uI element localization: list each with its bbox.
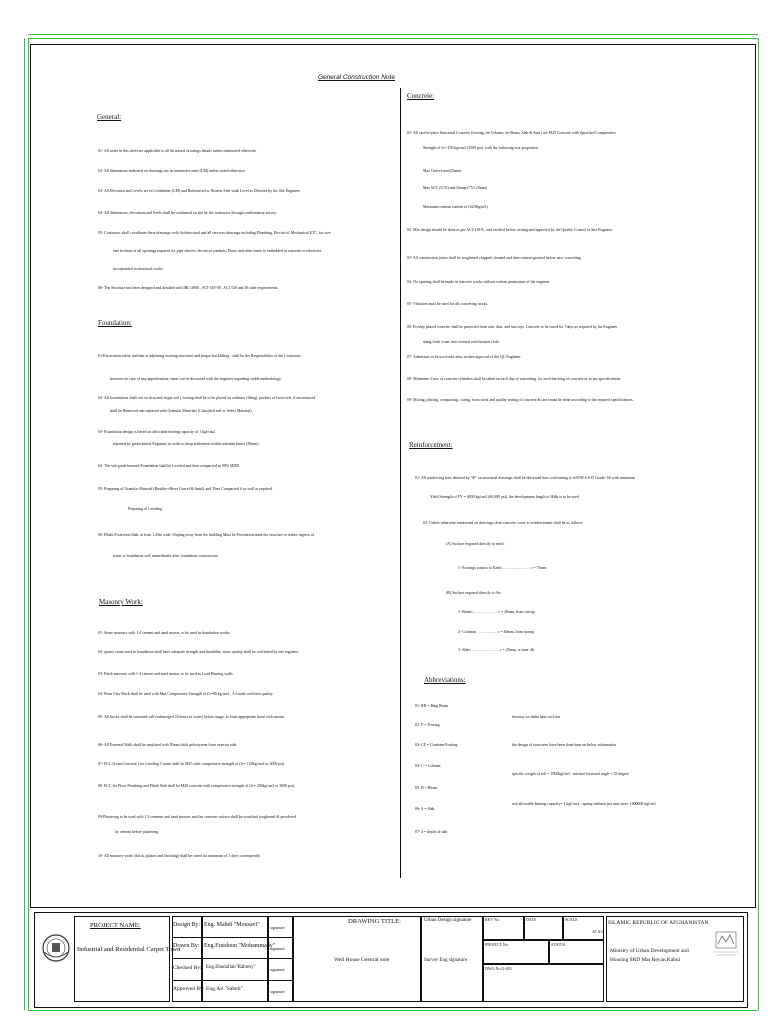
masonry-line-2: 02- quarry stone used in foundation shall have adequate strength and durability, stone quality shall be confirmed by site engineer. bbox=[98, 650, 300, 654]
abbr-note-1: because we didnt have soil test. bbox=[512, 715, 562, 719]
border-left-outer-green bbox=[24, 38, 25, 1010]
status-label: STATUS bbox=[551, 942, 566, 947]
concrete-line-8: 04- No opening shall be made in concrete works without written permission of the engineer. bbox=[407, 280, 551, 284]
foundation-line-9: Preparing of Leveling bbox=[128, 507, 163, 511]
reinforcement-line-7: 1- Beams ……………… c = 40mm, from stirrup bbox=[458, 610, 535, 614]
reinforcement-heading: Reinforcement: bbox=[409, 441, 453, 449]
survey-eng-signature: Survey Eng signature bbox=[424, 958, 468, 963]
abbr-note-4: soil allowable bearing capacity= 1 kgf/cm2 - spring stiffness per unit area= 1000000 kgf/m3 bbox=[512, 802, 656, 806]
concrete-line-2: Strength of fc= 250 kg/cm2 (3500 psi), with the following mix proportion : bbox=[423, 146, 541, 150]
checked-by-name: Eng.Ebadullah"Rahimy" bbox=[206, 965, 256, 970]
abbr-item-2: 02- F = Footing bbox=[415, 723, 440, 727]
masonry-line-11: 10- All masonry works (brick, plaster and finishing) shall be cured for minimum of 3 days consequently. bbox=[98, 854, 261, 858]
ministry-logo bbox=[712, 930, 740, 960]
masonry-line-9: 09-Plastering to be used with 1:3 cemente and sand mortars and the concrete surface shall be scratched roughened & powdered bbox=[98, 815, 296, 819]
masonry-line-1: 01- Stone masonry with 1:4 cement and sand mortar, to be used in foundation works. bbox=[98, 631, 231, 635]
concrete-line-12: 07- Admixture to be used only after written approval of the QC Engineer. bbox=[407, 355, 522, 359]
checked-by-signature: signature bbox=[270, 967, 285, 972]
main-title: General Construction Note bbox=[318, 74, 395, 81]
masonry-line-3: 03- Brick masonry with 1:4 cement and sand mortar, to be used as Load Bearing walls. bbox=[98, 672, 234, 676]
column-divider bbox=[400, 88, 401, 878]
concrete-line-11: using fresh water and covered with hessian cloth. bbox=[423, 340, 500, 344]
country-name: ISLAMIC REPUBLIC OF AFGHANISTAN bbox=[608, 920, 709, 926]
foundation-heading: Foundation: bbox=[98, 319, 132, 327]
border-top-outer-green bbox=[28, 34, 758, 35]
concrete-line-6: 02- Mix design should be done as per ACI-318-8 , and verified before casting and approved by the Quality Control or Site Engineer. bbox=[407, 228, 613, 232]
ministry-line-1: Ministry of Urban Development and bbox=[610, 948, 689, 954]
general-line-8: 06- The Structure has been designed and detailed with IBC-2006 , ACI-318-08 , ACI 530 and IS code requirements. bbox=[98, 286, 279, 290]
approved-by-signature: signature bbox=[270, 989, 285, 994]
drawn-by-signature: signature bbox=[270, 946, 285, 951]
concrete-line-10: 06- Freshly placed concrete shall be protected from rain, dust, and sun rays. Concrete to be cured for 7days as required by the Engineer bbox=[407, 325, 618, 329]
staff-row-divider-1 bbox=[172, 937, 293, 938]
abbreviations-heading: Abbreviations: bbox=[424, 676, 466, 684]
design-by-label: Design By: bbox=[173, 922, 201, 928]
masonry-line-10: by cement before plastering bbox=[115, 830, 159, 834]
general-line-6: and location of all openings required for pipe sleeves, electrical conduits, Ducts and other items to embedded in concrete or otherwise bbox=[113, 249, 322, 253]
foundation-line-6: reported by geotechnical Engineer, in order to keep settlement within tolerable limits (50mm). bbox=[113, 442, 260, 446]
general-line-7: incorporated in structural works. bbox=[113, 267, 164, 271]
abbr-item-7: 07- d = depth of slab bbox=[415, 830, 448, 834]
scale-label: SCALE bbox=[565, 917, 578, 922]
approved-by-name: Eng.Ali "Sabeti" bbox=[206, 986, 243, 992]
masonry-heading: Masonry Work: bbox=[99, 598, 143, 606]
reinforcement-line-3: 02- Unless otherwise mentioned on drawings clear concrete cover to reinforcement shall be as follows: bbox=[423, 521, 584, 525]
drawn-by-name: Eng.Fraidoon "Mohammady" bbox=[204, 943, 276, 949]
urban-design-signature: Urban Design signature bbox=[424, 918, 472, 923]
staff-row-divider-2 bbox=[172, 958, 293, 959]
reinforcement-line-1: 01- All reinforcing bars denoted by "Φ" on structural drawings shall be deformed bars conforming to ASTM A-615 Grade- 60 with minimum bbox=[415, 476, 635, 480]
general-line-5: 05- Contractor shall coordinate these drawings with Architectural and all services drawings including Plumbing, Electrical, Mechanical ETC. for size bbox=[98, 231, 331, 235]
scale-value: AT A3 bbox=[592, 929, 603, 934]
general-heading: General: bbox=[97, 113, 122, 121]
foundation-line-10: 06- Plinth Protection Slab, at least 1.20m wide ,Sloping away from the building Must be Provided around the structure to reduce ingress of bbox=[98, 533, 315, 537]
concrete-line-7: 03- All construction joints shall be roughened chipped, cleaned and then cement-grouted before new concreting. bbox=[407, 256, 582, 260]
project-name-label: PROJECT NAME: bbox=[90, 922, 141, 929]
foundation-line-8: 05- Preparing of Granular Material (Boulder+River Gravel & Sand), and Then Compacted if as well as required. bbox=[98, 487, 274, 491]
abbr-item-5: 05- B = Beam bbox=[415, 786, 437, 790]
reinforcement-line-6: (B) Surface exposed directly to Air: bbox=[446, 591, 502, 595]
masonry-line-7: 07- PCC (Lean Concrete ) for Leveling Course shall be M15 with compressive strength of (fc= 150kg/cm2 or 2000 psi). bbox=[98, 762, 286, 766]
general-line-4: 04- All dimensions, elevations and levels shall be confirmed on site by the contractor through confirmatory survey. bbox=[98, 211, 277, 215]
foundation-line-7: 04- The sub-grade beneath Foundation shall be Leveled and then compacted as 98% MDD. bbox=[98, 464, 241, 468]
foundation-line-2: however its case of any apprehension; same can be discussed with the engineer regarding viable methodology. bbox=[110, 377, 282, 381]
project-no-label: PROJECT No. bbox=[485, 942, 509, 947]
reinforcement-line-2: Yield Strength of FY = 4000 kg/cm2 (60,000 psi). the development length of 40db is to be used. bbox=[430, 495, 580, 499]
date-label: DATE bbox=[526, 917, 537, 922]
foundation-line-4: shall be Removed and replaced with Granular Materials (Classified soil or Select Material). bbox=[110, 409, 253, 413]
design-by-name: Eng. Mahdi "Mousavi" bbox=[204, 922, 260, 928]
reinforcement-line-4: (A) Surface exposed directly to earth: bbox=[446, 542, 505, 546]
abbr-item-6: 06- S = Slab bbox=[415, 807, 435, 811]
concrete-line-13: 08- Minimum 3 nos. of concrete cylinders shall be taken on each day of concreting. for each batching of concrete or as per specifications. bbox=[407, 377, 622, 381]
general-line-2: 02- All dimensions indicated on drawings are in centimeter units (CM) unless noted otherwise. bbox=[98, 169, 246, 173]
abbr-item-3: 03- CF = Combine Footing bbox=[415, 743, 458, 747]
approved-by-label: Approved By: bbox=[173, 986, 205, 992]
masonry-line-8: 08- PCC for Floor Finishing and Plinth Slab shall be M20 concrete with compressive strength of (fc= 200kg/cm2 or 3000 psi). bbox=[98, 784, 296, 788]
reinforcement-line-5: 1- Footings contact to Earth ………………… c = 75mm bbox=[458, 566, 547, 570]
foundation-line-3: 02- All foundations shall rest on firm and virgin soil ( footing shall be to be placed on ordinary filling), pockets of loose soil, if encountered bbox=[98, 396, 316, 400]
abbr-item-4: 04- C = Column bbox=[415, 764, 441, 768]
masonry-line-6: 06- All External Walls shall be insulated with 50mm thick polystyrene from exterior side. bbox=[98, 743, 238, 747]
foundation-line-1: 01-Excavation safety and that of adjoining existing structures and proper backfilling , shall be the Responsibility of the Contractor bbox=[98, 354, 301, 358]
abbr-note-3: specific weight of soil = 1800kgf/m3 - internal frictional angle = 35 degree bbox=[512, 772, 629, 776]
project-name: Industrial and Residential Carpet Town bbox=[77, 946, 181, 953]
concrete-line-14: 09- Mixing, placing, compacting, curing, form work and quality testing of concrete & steel must be done according to the required specifications. bbox=[407, 398, 634, 402]
staff-row-divider-3 bbox=[172, 980, 293, 981]
concrete-line-4: Max W/C (0.55) and Slump (75-125mm) bbox=[423, 186, 488, 190]
drawing-title: Well House Geenral note bbox=[334, 957, 390, 963]
abbr-note-2: the design of structures have been done base on below information. bbox=[512, 743, 617, 747]
concrete-line-5: Minimum cement content of (425Kg/m3). bbox=[423, 205, 489, 209]
foundation-line-11: water to foundation soil, immediately after foundation construction. bbox=[113, 554, 219, 558]
general-line-3: 03- All Elevation and Levels are in Centimeter (CM) and Referenced to Nearest Side walk Level as Directed by the Site Engineer. bbox=[98, 189, 301, 193]
concrete-line-1: 01- All cast-in-place Structural Concrete (footing, tie-Column, tie-Beam, Slab & Stair) are M25 Concrete with Specified Compressive bbox=[407, 131, 616, 135]
drawing-title-label: DRAWING TITLE: bbox=[348, 918, 402, 925]
general-line-1: 01- All notes in this sheet are applicable to all Structural drawings details unless mentioned otherwise. bbox=[98, 149, 258, 153]
border-top-green bbox=[28, 38, 758, 39]
concrete-heading: Concrete: bbox=[407, 92, 435, 100]
masonry-line-5: 05- All bricks shall be saturated will (submerged 24 hours in water) before usage, to form appropriate bond with mortar. bbox=[98, 715, 285, 719]
checked-by-label: Checked By: bbox=[173, 965, 202, 971]
design-by-signature: signature bbox=[270, 925, 285, 930]
reinforcement-line-8: 2- Columns …………… c = 40mm, from stirrup bbox=[458, 630, 535, 634]
ministry-line-2: Housing SRD Mar Reyan,Kabul bbox=[610, 957, 681, 963]
border-right-green bbox=[758, 38, 759, 1010]
dwg-no: DWG No.G-003 bbox=[485, 966, 512, 971]
masonry-line-4: 04- Burn Clay Brick shall be used with Min Compressive Strength of f'c=80 kg/cm2 , A-Grade with best quality. bbox=[98, 692, 274, 696]
drawn-by-label: Drawn By: bbox=[173, 943, 200, 949]
emblem-logo-left bbox=[41, 928, 71, 968]
reinforcement-line-9: 3- Slabs ………………… c = 25mm, or max. db bbox=[458, 648, 535, 652]
foundation-line-5: 03- Foundation design is based on allowable bearing capacity of 1 kgf/cm2 bbox=[98, 430, 216, 434]
concrete-line-3: Max Gravel size(25mm) bbox=[423, 169, 462, 173]
rev-no-label: REV No. bbox=[485, 917, 500, 922]
border-bottom-green bbox=[28, 1010, 758, 1011]
border-left-green bbox=[28, 38, 29, 1010]
abbr-item-1: 01- RB = Ring Beam bbox=[415, 704, 449, 708]
concrete-line-9: 05- Vibrators must be used for all concreting works. bbox=[407, 302, 489, 306]
